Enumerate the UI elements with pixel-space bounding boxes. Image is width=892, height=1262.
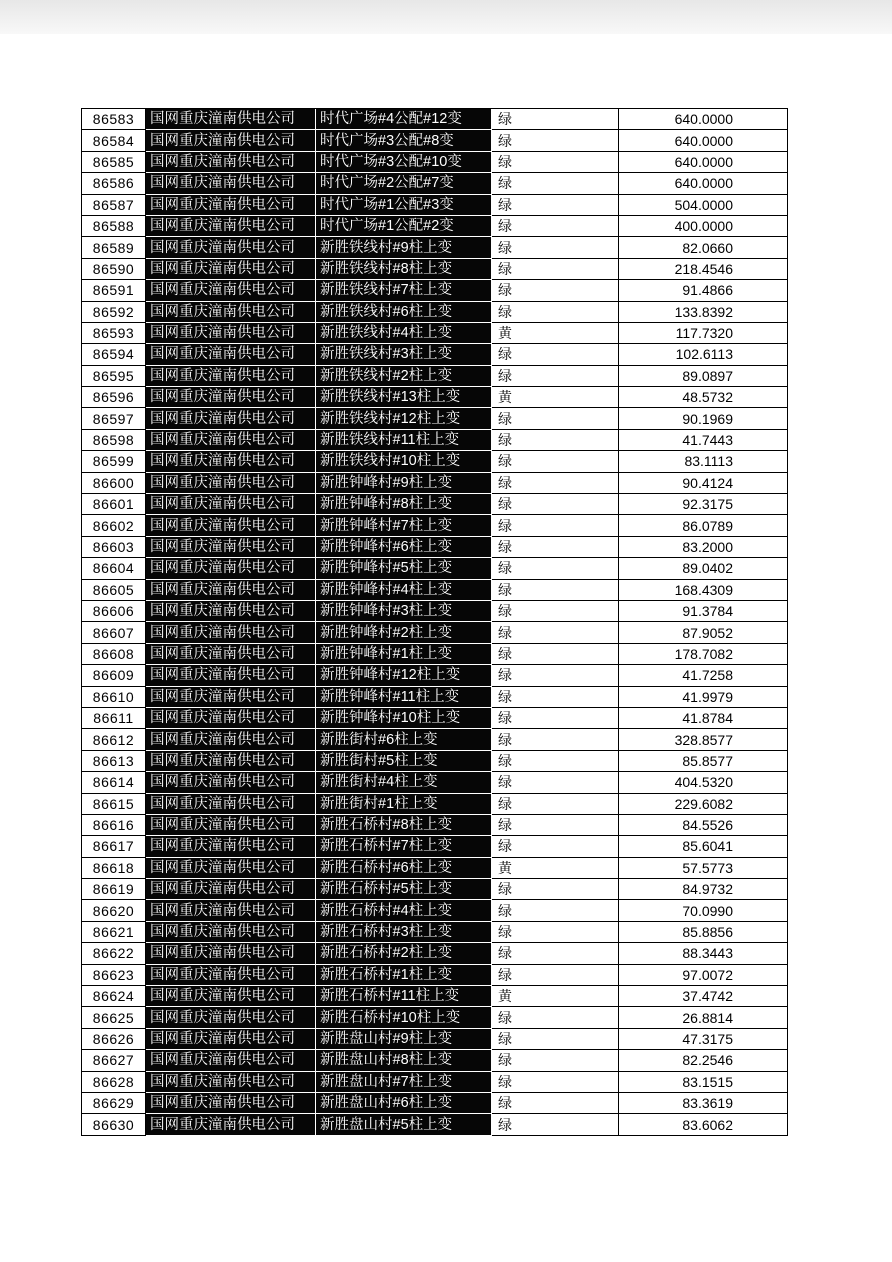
cell-company[interactable]: 国网重庆潼南供电公司 [146,152,316,173]
cell-company[interactable]: 国网重庆潼南供电公司 [146,751,316,772]
cell-row-id[interactable]: 86609 [82,665,146,686]
cell-status[interactable]: 绿 [492,900,619,921]
cell-station-name[interactable]: 新胜铁线村#10柱上变 [316,451,492,472]
cell-row-id[interactable]: 86589 [82,237,146,258]
cell-status[interactable]: 绿 [492,344,619,365]
cell-station-name[interactable]: 时代广场#1公配#3变 [316,195,492,216]
cell-station-name[interactable]: 新胜街村#6柱上变 [316,729,492,750]
cell-row-id[interactable]: 86630 [82,1114,146,1135]
cell-company[interactable]: 国网重庆潼南供电公司 [146,302,316,323]
cell-row-id[interactable]: 86616 [82,815,146,836]
cell-status[interactable]: 绿 [492,1093,619,1114]
cell-value[interactable]: 83.2000 [619,537,788,558]
cell-row-id[interactable]: 86628 [82,1072,146,1093]
cell-status[interactable]: 绿 [492,366,619,387]
cell-row-id[interactable]: 86592 [82,302,146,323]
cell-row-id[interactable]: 86610 [82,687,146,708]
cell-value[interactable]: 640.0000 [619,152,788,173]
cell-station-name[interactable]: 新胜石桥村#10柱上变 [316,1007,492,1028]
table-row [82,1029,788,1050]
cell-value[interactable]: 85.8856 [619,922,788,943]
table-row [82,494,788,515]
table-row [82,858,788,879]
cell-station-name[interactable]: 新胜石桥村#2柱上变 [316,943,492,964]
cell-row-id[interactable]: 86622 [82,943,146,964]
cell-company[interactable]: 国网重庆潼南供电公司 [146,879,316,900]
cell-company[interactable]: 国网重庆潼南供电公司 [146,1072,316,1093]
cell-status[interactable]: 绿 [492,708,619,729]
cell-status[interactable]: 黄 [492,858,619,879]
cell-value[interactable]: 117.7320 [619,323,788,344]
cell-company[interactable]: 国网重庆潼南供电公司 [146,173,316,194]
cell-company[interactable]: 国网重庆潼南供电公司 [146,922,316,943]
cell-status[interactable]: 绿 [492,751,619,772]
cell-status[interactable]: 绿 [492,408,619,429]
cell-value[interactable]: 102.6113 [619,344,788,365]
cell-row-id[interactable]: 86612 [82,729,146,750]
cell-value[interactable]: 85.8577 [619,751,788,772]
cell-status[interactable]: 绿 [492,109,619,130]
cell-value[interactable]: 82.0660 [619,237,788,258]
cell-station-name[interactable]: 新胜铁线村#7柱上变 [316,280,492,301]
cell-station-name[interactable]: 新胜铁线村#4柱上变 [316,323,492,344]
cell-value[interactable]: 84.9732 [619,879,788,900]
cell-company[interactable]: 国网重庆潼南供电公司 [146,772,316,793]
cell-value[interactable]: 26.8814 [619,1007,788,1028]
window-top-edge [0,0,892,34]
cell-status[interactable]: 绿 [492,922,619,943]
cell-company[interactable]: 国网重庆潼南供电公司 [146,986,316,1007]
cell-status[interactable]: 绿 [492,1029,619,1050]
cell-company[interactable]: 国网重庆潼南供电公司 [146,708,316,729]
cell-status[interactable]: 黄 [492,387,619,408]
table-row [82,601,788,622]
cell-value[interactable]: 48.5732 [619,387,788,408]
cell-station-name[interactable]: 新胜钟峰村#1柱上变 [316,644,492,665]
cell-value[interactable]: 41.7443 [619,430,788,451]
cell-value[interactable]: 640.0000 [619,109,788,130]
cell-company[interactable]: 国网重庆潼南供电公司 [146,965,316,986]
cell-row-id[interactable]: 86587 [82,195,146,216]
cell-station-name[interactable]: 新胜铁线村#6柱上变 [316,302,492,323]
table-row [82,152,788,173]
cell-value[interactable]: 41.9979 [619,687,788,708]
cell-station-name[interactable]: 新胜钟峰村#4柱上变 [316,580,492,601]
cell-station-name[interactable]: 新胜钟峰村#10柱上变 [316,708,492,729]
cell-company[interactable]: 国网重庆潼南供电公司 [146,451,316,472]
cell-station-name[interactable]: 新胜盘山村#6柱上变 [316,1093,492,1114]
table-row [82,537,788,558]
cell-row-id[interactable]: 86597 [82,408,146,429]
cell-station-name[interactable]: 新胜石桥村#4柱上变 [316,900,492,921]
cell-station-name[interactable]: 时代广场#2公配#7变 [316,173,492,194]
cell-company[interactable]: 国网重庆潼南供电公司 [146,1007,316,1028]
cell-company[interactable]: 国网重庆潼南供电公司 [146,858,316,879]
table-row [82,1114,788,1135]
cell-row-id[interactable]: 86596 [82,387,146,408]
cell-row-id[interactable]: 86607 [82,622,146,643]
cell-value[interactable]: 86.0789 [619,515,788,536]
cell-row-id[interactable]: 86594 [82,344,146,365]
cell-station-name[interactable]: 新胜盘山村#8柱上变 [316,1050,492,1071]
cell-value[interactable]: 90.1969 [619,408,788,429]
cell-row-id[interactable]: 86595 [82,366,146,387]
table-row [82,879,788,900]
cell-value[interactable]: 41.7258 [619,665,788,686]
cell-row-id[interactable]: 86601 [82,494,146,515]
cell-row-id[interactable]: 86619 [82,879,146,900]
cell-status[interactable]: 绿 [492,237,619,258]
cell-company[interactable]: 国网重庆潼南供电公司 [146,601,316,622]
cell-company[interactable]: 国网重庆潼南供电公司 [146,1050,316,1071]
cell-status[interactable]: 绿 [492,943,619,964]
cell-station-name[interactable]: 新胜钟峰村#11柱上变 [316,687,492,708]
cell-company[interactable]: 国网重庆潼南供电公司 [146,1029,316,1050]
table-row [82,622,788,643]
cell-status[interactable]: 绿 [492,259,619,280]
cell-status[interactable]: 绿 [492,280,619,301]
cell-status[interactable]: 绿 [492,729,619,750]
table-row [82,280,788,301]
cell-station-name[interactable]: 新胜钟峰村#12柱上变 [316,665,492,686]
cell-company[interactable]: 国网重庆潼南供电公司 [146,323,316,344]
cell-station-name[interactable]: 时代广场#3公配#8变 [316,130,492,151]
cell-value[interactable]: 89.0402 [619,558,788,579]
table-row [82,1093,788,1114]
cell-station-name[interactable]: 新胜街村#5柱上变 [316,751,492,772]
table-row [82,515,788,536]
table-row [82,259,788,280]
table-row [82,1007,788,1028]
cell-value[interactable]: 218.4546 [619,259,788,280]
cell-value[interactable]: 83.6062 [619,1114,788,1135]
cell-status[interactable]: 绿 [492,1072,619,1093]
cell-station-name[interactable]: 新胜钟峰村#7柱上变 [316,515,492,536]
table-body [82,109,788,1136]
cell-company[interactable]: 国网重庆潼南供电公司 [146,216,316,237]
table-row [82,708,788,729]
cell-company[interactable]: 国网重庆潼南供电公司 [146,237,316,258]
cell-company[interactable]: 国网重庆潼南供电公司 [146,195,316,216]
cell-company[interactable]: 国网重庆潼南供电公司 [146,537,316,558]
table-row [82,1072,788,1093]
cell-station-name[interactable]: 新胜钟峰村#8柱上变 [316,494,492,515]
cell-value[interactable]: 82.2546 [619,1050,788,1071]
cell-value[interactable]: 229.6082 [619,794,788,815]
cell-row-id[interactable]: 86626 [82,1029,146,1050]
cell-row-id[interactable]: 86593 [82,323,146,344]
cell-station-name[interactable]: 新胜钟峰村#9柱上变 [316,473,492,494]
cell-status[interactable]: 绿 [492,772,619,793]
cell-row-id[interactable]: 86611 [82,708,146,729]
cell-station-name[interactable]: 时代广场#1公配#2变 [316,216,492,237]
cell-row-id[interactable]: 86604 [82,558,146,579]
cell-row-id[interactable]: 86600 [82,473,146,494]
cell-company[interactable]: 国网重庆潼南供电公司 [146,580,316,601]
cell-company[interactable]: 国网重庆潼南供电公司 [146,130,316,151]
cell-station-name[interactable]: 新胜铁线村#3柱上变 [316,344,492,365]
cell-station-name[interactable]: 新胜铁线村#13柱上变 [316,387,492,408]
cell-row-id[interactable]: 86617 [82,836,146,857]
table-row [82,430,788,451]
table-row [82,558,788,579]
cell-station-name[interactable]: 时代广场#4公配#12变 [316,109,492,130]
cell-value[interactable]: 87.9052 [619,622,788,643]
cell-status[interactable]: 绿 [492,836,619,857]
table-row [82,836,788,857]
table-row [82,237,788,258]
table-row [82,216,788,237]
cell-row-id[interactable]: 86602 [82,515,146,536]
cell-row-id[interactable]: 86629 [82,1093,146,1114]
cell-status[interactable]: 绿 [492,302,619,323]
cell-value[interactable]: 504.0000 [619,195,788,216]
cell-company[interactable]: 国网重庆潼南供电公司 [146,473,316,494]
cell-company[interactable]: 国网重庆潼南供电公司 [146,344,316,365]
cell-value[interactable]: 83.3619 [619,1093,788,1114]
cell-value[interactable]: 88.3443 [619,943,788,964]
cell-row-id[interactable]: 86591 [82,280,146,301]
cell-station-name[interactable]: 新胜石桥村#8柱上变 [316,815,492,836]
cell-row-id[interactable]: 86614 [82,772,146,793]
cell-station-name[interactable]: 新胜钟峰村#5柱上变 [316,558,492,579]
table-row [82,109,788,130]
cell-row-id[interactable]: 86586 [82,173,146,194]
cell-status[interactable]: 绿 [492,644,619,665]
cell-company[interactable]: 国网重庆潼南供电公司 [146,687,316,708]
cell-company[interactable]: 国网重庆潼南供电公司 [146,1114,316,1135]
cell-station-name[interactable]: 新胜盘山村#7柱上变 [316,1072,492,1093]
cell-station-name[interactable]: 新胜铁线村#8柱上变 [316,259,492,280]
cell-status[interactable]: 绿 [492,1050,619,1071]
cell-row-id[interactable]: 86598 [82,430,146,451]
cell-value[interactable]: 178.7082 [619,644,788,665]
cell-company[interactable]: 国网重庆潼南供电公司 [146,387,316,408]
cell-status[interactable]: 绿 [492,473,619,494]
cell-status[interactable]: 绿 [492,601,619,622]
cell-row-id[interactable]: 86620 [82,900,146,921]
cell-status[interactable]: 绿 [492,1007,619,1028]
cell-company[interactable]: 国网重庆潼南供电公司 [146,815,316,836]
cell-value[interactable]: 97.0072 [619,965,788,986]
cell-station-name[interactable]: 新胜盘山村#5柱上变 [316,1114,492,1135]
cell-row-id[interactable]: 86615 [82,794,146,815]
cell-value[interactable]: 90.4124 [619,473,788,494]
cell-company[interactable]: 国网重庆潼南供电公司 [146,494,316,515]
cell-status[interactable]: 绿 [492,195,619,216]
cell-company[interactable]: 国网重庆潼南供电公司 [146,943,316,964]
table-row [82,473,788,494]
cell-status[interactable]: 绿 [492,687,619,708]
cell-station-name[interactable]: 新胜钟峰村#6柱上变 [316,537,492,558]
table-row [82,580,788,601]
cell-station-name[interactable]: 时代广场#3公配#10变 [316,152,492,173]
cell-row-id[interactable]: 86584 [82,130,146,151]
cell-value[interactable]: 47.3175 [619,1029,788,1050]
table-row [82,173,788,194]
cell-value[interactable]: 57.5773 [619,858,788,879]
cell-status[interactable]: 绿 [492,130,619,151]
cell-status[interactable]: 绿 [492,451,619,472]
cell-company[interactable]: 国网重庆潼南供电公司 [146,366,316,387]
table-row [82,302,788,323]
cell-company[interactable]: 国网重庆潼南供电公司 [146,408,316,429]
table-row [82,408,788,429]
cell-row-id[interactable]: 86603 [82,537,146,558]
cell-value[interactable]: 70.0990 [619,900,788,921]
cell-value[interactable]: 91.3784 [619,601,788,622]
cell-value[interactable]: 640.0000 [619,130,788,151]
cell-company[interactable]: 国网重庆潼南供电公司 [146,109,316,130]
cell-company[interactable]: 国网重庆潼南供电公司 [146,558,316,579]
table-row [82,366,788,387]
cell-company[interactable]: 国网重庆潼南供电公司 [146,280,316,301]
cell-station-name[interactable]: 新胜铁线村#2柱上变 [316,366,492,387]
cell-value[interactable]: 404.5320 [619,772,788,793]
table-row [82,344,788,365]
table-row [82,644,788,665]
cell-status[interactable]: 绿 [492,494,619,515]
cell-value[interactable]: 84.5526 [619,815,788,836]
cell-status[interactable]: 绿 [492,173,619,194]
cell-station-name[interactable]: 新胜石桥村#7柱上变 [316,836,492,857]
cell-row-id[interactable]: 86623 [82,965,146,986]
table-row [82,922,788,943]
cell-status[interactable]: 绿 [492,558,619,579]
cell-station-name[interactable]: 新胜石桥村#1柱上变 [316,965,492,986]
cell-value[interactable]: 83.1113 [619,451,788,472]
cell-row-id[interactable]: 86618 [82,858,146,879]
cell-company[interactable]: 国网重庆潼南供电公司 [146,430,316,451]
table-row [82,986,788,1007]
cell-value[interactable]: 133.8392 [619,302,788,323]
cell-company[interactable]: 国网重庆潼南供电公司 [146,794,316,815]
table-row [82,794,788,815]
cell-station-name[interactable]: 新胜石桥村#3柱上变 [316,922,492,943]
cell-value[interactable]: 85.6041 [619,836,788,857]
cell-status[interactable]: 绿 [492,515,619,536]
table-row [82,130,788,151]
cell-row-id[interactable]: 86590 [82,259,146,280]
cell-station-name[interactable]: 新胜石桥村#5柱上变 [316,879,492,900]
cell-station-name[interactable]: 新胜街村#1柱上变 [316,794,492,815]
cell-row-id[interactable]: 86627 [82,1050,146,1071]
cell-status[interactable]: 绿 [492,665,619,686]
cell-row-id[interactable]: 86625 [82,1007,146,1028]
cell-station-name[interactable]: 新胜盘山村#9柱上变 [316,1029,492,1050]
cell-company[interactable]: 国网重庆潼南供电公司 [146,259,316,280]
cell-station-name[interactable]: 新胜铁线村#9柱上变 [316,237,492,258]
spreadsheet-table [81,108,788,1136]
cell-company[interactable]: 国网重庆潼南供电公司 [146,1093,316,1114]
cell-company[interactable]: 国网重庆潼南供电公司 [146,900,316,921]
cell-value[interactable]: 328.8577 [619,729,788,750]
cell-status[interactable]: 黄 [492,323,619,344]
table-row [82,729,788,750]
cell-value[interactable]: 168.4309 [619,580,788,601]
cell-row-id[interactable]: 86585 [82,152,146,173]
table-row [82,687,788,708]
cell-company[interactable]: 国网重庆潼南供电公司 [146,622,316,643]
cell-station-name[interactable]: 新胜石桥村#6柱上变 [316,858,492,879]
table-row [82,665,788,686]
cell-status[interactable]: 绿 [492,1114,619,1135]
cell-value[interactable]: 83.1515 [619,1072,788,1093]
table-row [82,900,788,921]
cell-station-name[interactable]: 新胜石桥村#11柱上变 [316,986,492,1007]
table-row [82,943,788,964]
cell-row-id[interactable]: 86599 [82,451,146,472]
cell-status[interactable]: 绿 [492,965,619,986]
cell-row-id[interactable]: 86605 [82,580,146,601]
cell-row-id[interactable]: 86588 [82,216,146,237]
table-row [82,195,788,216]
cell-value[interactable]: 37.4742 [619,986,788,1007]
table-row [82,965,788,986]
table-row [82,387,788,408]
table-row [82,815,788,836]
cell-company[interactable]: 国网重庆潼南供电公司 [146,665,316,686]
table-row [82,1050,788,1071]
cell-row-id[interactable]: 86583 [82,109,146,130]
cell-row-id[interactable]: 86608 [82,644,146,665]
table-row [82,451,788,472]
cell-station-name[interactable]: 新胜钟峰村#2柱上变 [316,622,492,643]
cell-status[interactable]: 绿 [492,216,619,237]
cell-company[interactable]: 国网重庆潼南供电公司 [146,836,316,857]
cell-value[interactable]: 41.8784 [619,708,788,729]
cell-station-name[interactable]: 新胜街村#4柱上变 [316,772,492,793]
cell-status[interactable]: 绿 [492,580,619,601]
cell-status[interactable]: 绿 [492,537,619,558]
cell-status[interactable]: 绿 [492,879,619,900]
cell-row-id[interactable]: 86606 [82,601,146,622]
cell-company[interactable]: 国网重庆潼南供电公司 [146,515,316,536]
cell-value[interactable]: 89.0897 [619,366,788,387]
cell-status[interactable]: 绿 [492,794,619,815]
cell-status[interactable]: 绿 [492,622,619,643]
cell-status[interactable]: 绿 [492,430,619,451]
cell-value[interactable]: 91.4866 [619,280,788,301]
cell-company[interactable]: 国网重庆潼南供电公司 [146,729,316,750]
cell-row-id[interactable]: 86613 [82,751,146,772]
cell-station-name[interactable]: 新胜钟峰村#3柱上变 [316,601,492,622]
cell-status[interactable]: 绿 [492,152,619,173]
cell-value[interactable]: 640.0000 [619,173,788,194]
table-row [82,772,788,793]
cell-station-name[interactable]: 新胜铁线村#11柱上变 [316,430,492,451]
cell-value[interactable]: 400.0000 [619,216,788,237]
cell-station-name[interactable]: 新胜铁线村#12柱上变 [316,408,492,429]
cell-company[interactable]: 国网重庆潼南供电公司 [146,644,316,665]
cell-row-id[interactable]: 86624 [82,986,146,1007]
cell-status[interactable]: 绿 [492,815,619,836]
table-row [82,751,788,772]
cell-row-id[interactable]: 86621 [82,922,146,943]
cell-value[interactable]: 92.3175 [619,494,788,515]
table-row [82,323,788,344]
cell-status[interactable]: 黄 [492,986,619,1007]
